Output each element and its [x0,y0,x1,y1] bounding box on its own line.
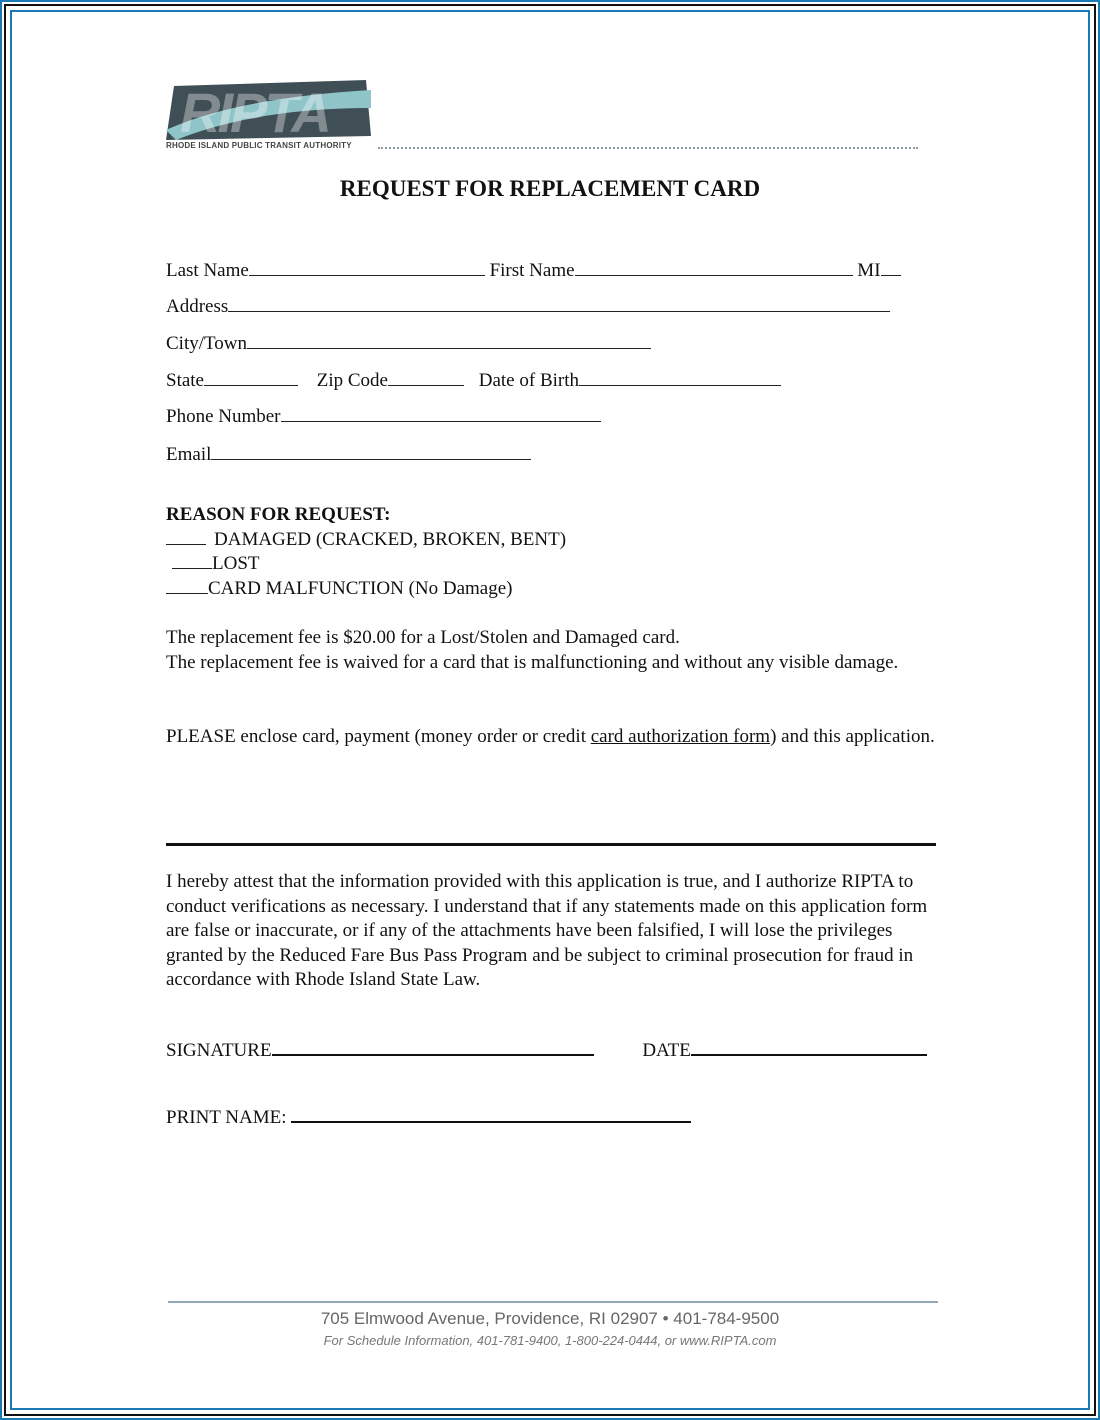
zip-field[interactable] [388,369,464,386]
signature-row [166,1038,927,1062]
dob-label: Date of Birth [478,370,580,391]
email-label: Email [166,444,212,465]
dob-field[interactable] [579,369,781,386]
enclose-before: PLEASE enclose card, payment (money order or credit [166,726,591,747]
fee-line-2: The replacement fee is waived for a card that is malfunctioning and without any visible damage. [166,651,899,673]
footer-rule [168,1301,938,1303]
address-row [166,295,890,318]
reason-damaged-check[interactable] [166,528,206,545]
zip-label: Zip Code [316,370,388,391]
last-name-label: Last Name [166,260,249,281]
footer-address: 705 Elmwood Avenue, Providence, RI 02907 • 401-784-9500 [320,1309,780,1328]
svg-text:RIPTA: RIPTA [180,81,329,140]
footer-schedule: For Schedule Information, 401-781-9400, 1-800-224-0444, or www.RIPTA.com [323,1333,777,1348]
email-field[interactable] [211,443,531,460]
state-field[interactable] [204,369,298,386]
city-row [166,332,651,355]
email-row [166,443,531,466]
header-rule [378,147,918,149]
date-label: DATE [642,1040,691,1061]
phone-label: Phone Number [166,406,281,427]
print-name-label: PRINT NAME: [166,1107,287,1128]
name-row [166,259,901,282]
reason-lost [172,552,260,575]
signature-label: SIGNATURE [166,1040,272,1061]
last-name-field[interactable] [249,259,485,276]
address-field[interactable] [228,295,890,312]
reason-malfunction-label: CARD MALFUNCTION (No Damage) [208,578,513,599]
card-authorization-link[interactable]: card authorization form [590,726,771,747]
state-label: State [166,370,204,391]
reason-malfunction-check[interactable] [166,577,208,594]
reason-malfunction [166,577,513,600]
city-label: City/Town [166,333,248,354]
date-field[interactable] [691,1038,927,1056]
reason-lost-label: LOST [212,553,260,574]
enclose-text [166,725,936,750]
mi-label: MI [857,260,881,281]
address-label: Address [166,296,229,317]
fee-line-1: The replacement fee is $20.00 for a Lost/Stolen and Damaged card. [166,627,680,648]
mi-field[interactable] [881,259,901,276]
reason-heading: REASON FOR REQUEST: [166,504,391,525]
first-name-field[interactable] [575,259,853,276]
section-divider [166,843,936,846]
print-name-field[interactable] [291,1105,691,1123]
signature-field[interactable] [272,1038,594,1056]
reason-damaged-label: DAMAGED (CRACKED, BROKEN, BENT) [214,529,567,550]
print-name-row [166,1105,691,1129]
phone-field[interactable] [281,405,601,422]
reason-lost-check[interactable] [172,552,212,569]
enclose-after: ) and this application. [770,726,935,747]
city-field[interactable] [247,332,651,349]
fee-text [166,626,926,675]
logo-subtitle: RHODE ISLAND PUBLIC TRANSIT AUTHORITY [166,141,352,150]
reason-damaged [166,528,566,551]
form-title: REQUEST FOR REPLACEMENT CARD [339,176,761,201]
attestation-text: I hereby attest that the information provided with this application is true, and I authorize RIPTA to conduct verifications as necessary. I understand that if any statements made on this application form are false or inaccurate, or if any of the attachments have been falsified, I will lose the privileges granted by the Reduced Fare Bus Pass Program and be subject to criminal prosecution for fraud in accordance with Rhode Island State Law. [166,871,928,990]
state-row [166,369,781,392]
ripta-logo [166,78,371,140]
first-name-label: First Name [489,260,575,281]
phone-row [166,405,601,428]
